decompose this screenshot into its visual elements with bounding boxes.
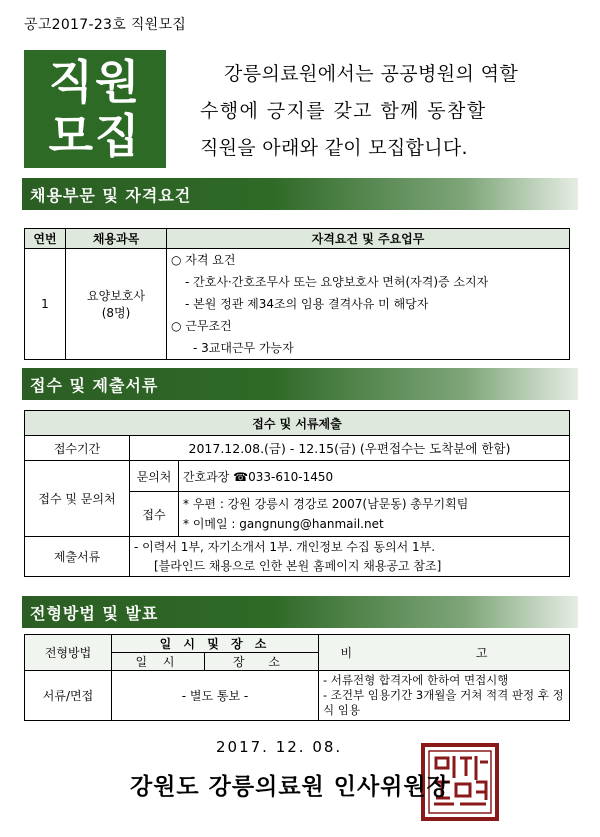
inquiry-value: 간호과장 ☎033-610-1450 [179, 461, 570, 492]
intro-text [200, 56, 580, 167]
section-header-submission: 접수 및 제출서류 [22, 368, 578, 400]
table-row [25, 249, 570, 360]
period-value: 2017.12.08.(금) - 12.15(금) (우편접수는 도착분에 한함) [130, 436, 570, 461]
intro-line: 강릉의료원에서는 공공병원의 역할 [224, 63, 519, 85]
inquiry-label: 문의처 [130, 461, 179, 492]
recruit-logo [24, 50, 166, 168]
remarks-cell [319, 671, 570, 721]
place-header: 장 소 [205, 653, 319, 671]
docs-cell [130, 537, 570, 577]
col-header: 자격요건 및 주요업무 [167, 229, 570, 249]
requirement-item: - 3교대근무 가능자 [193, 341, 294, 355]
requirement-heading: ○ 자격 요건 [171, 253, 236, 267]
recruit-table [24, 228, 570, 360]
job-count: (8명) [101, 306, 131, 320]
table-row [25, 671, 570, 721]
section-header-selection: 전형방법 및 발표 [22, 596, 578, 628]
method-header: 전형방법 [25, 635, 112, 671]
receipt-cell [179, 492, 570, 537]
selection-table [24, 634, 570, 721]
job-title: 요양보호사 [87, 289, 145, 303]
remark-line: - 조건부 임용기간 3개월을 거쳐 적격 판정 후 정식 임용 [323, 688, 564, 717]
row-number: 1 [25, 249, 66, 360]
requirement-heading: ○ 근무조건 [171, 319, 232, 333]
datetime-place-header: 일 시 및 장 소 [112, 635, 319, 653]
period-label: 접수기간 [25, 436, 130, 461]
receipt-mail: * 우편 : 강원 강릉시 경강로 2007(남문동) 총무기획팀 [183, 497, 469, 511]
intro-line: 직원을 아래와 같이 모집합니다. [200, 137, 468, 159]
docs-line: - 이력서 1부, 자기소개서 1부. 개인정보 수집 동의서 1부. [134, 539, 436, 554]
remarks-header: 비 고 [319, 635, 570, 671]
submission-title: 접수 및 서류제출 [25, 411, 570, 436]
requirements-cell [167, 249, 570, 360]
logo-line1: 직원 [48, 55, 142, 109]
receipt-email: * 이메일 : gangnung@hanmail.net [183, 517, 384, 531]
job-cell [66, 249, 167, 360]
docs-label: 제출서류 [25, 537, 130, 577]
schedule-value: - 별도 통보 - [112, 671, 319, 721]
logo-line2: 모집 [48, 109, 142, 163]
docs-line: [블라인드 채용으로 인한 본원 홈페이지 채용공고 참조] [154, 558, 442, 573]
submission-table [24, 410, 570, 577]
contact-label: 접수 및 문의처 [25, 461, 130, 537]
receipt-label: 접수 [130, 492, 179, 537]
date-header: 일 시 [112, 653, 205, 671]
remark-line: - 서류전형 합격자에 한하여 면접시행 [323, 673, 509, 687]
method-value: 서류/면접 [25, 671, 112, 721]
col-header: 연번 [25, 229, 66, 249]
notice-date: 2017. 12. 08. [216, 738, 343, 756]
col-header: 채용과목 [66, 229, 167, 249]
signer-name: 강원도 강릉의료원 인사위원장 [130, 774, 450, 800]
notice-number: 공고2017-23호 직원모집 [24, 17, 187, 33]
requirement-item: - 본원 정관 제34조의 임용 결격사유 미 해당자 [185, 297, 429, 311]
section-header-qualifications: 채용부문 및 자격요건 [22, 178, 578, 210]
requirement-item: - 간호사·간호조무사 또는 요양보호사 면허(자격)증 소지자 [185, 275, 489, 289]
intro-line: 수행에 긍지를 갖고 함께 동참할 [200, 100, 487, 122]
